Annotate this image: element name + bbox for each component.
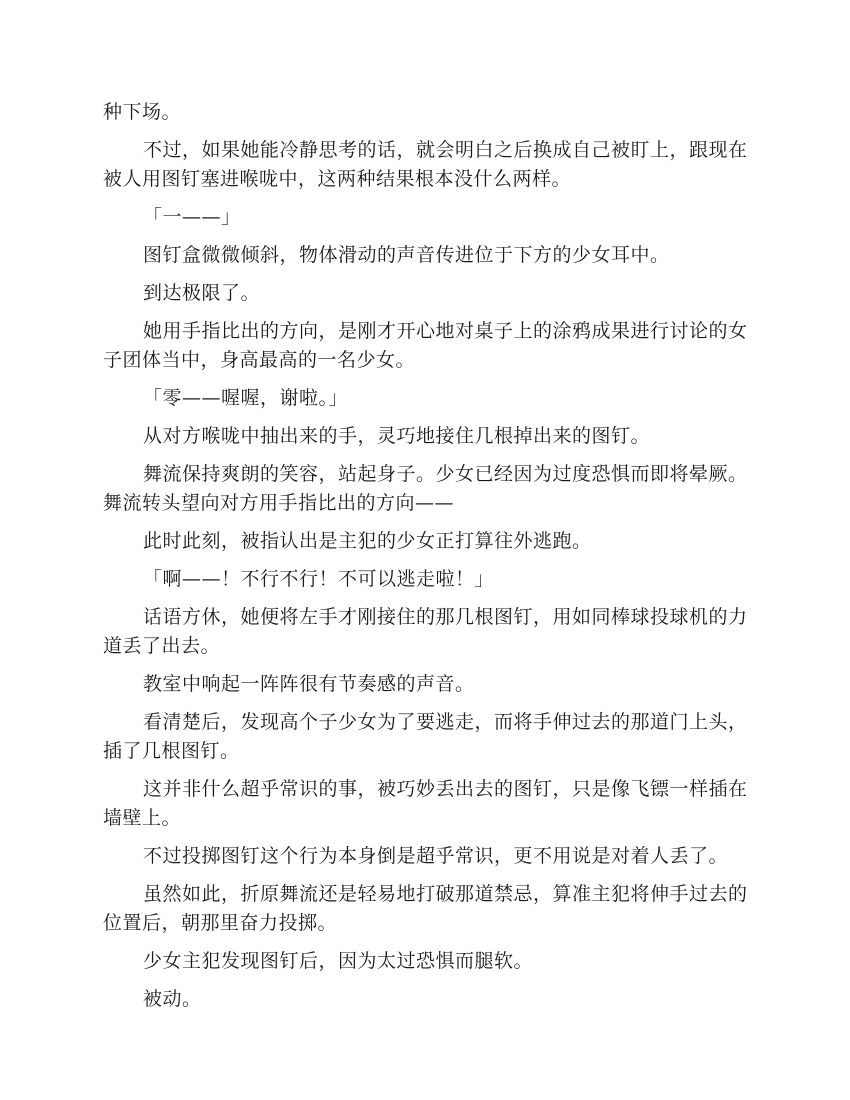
paragraph: 种下场。 bbox=[103, 101, 182, 123]
paragraph: 「零——喔喔，谢啦。」 bbox=[143, 387, 349, 409]
paragraph: 不过投掷图钉这个行为本身倒是超乎常识，更不用说是对着人丢了。 bbox=[143, 845, 729, 867]
paragraph: 教室中响起一阵阵很有节奏感的声音。 bbox=[143, 673, 475, 695]
paragraph: 「啊——！不行不行！不可以逃走啦！」 bbox=[143, 568, 495, 590]
paragraph: 少女主犯发现图钉后，因为太过恐惧而腿软。 bbox=[143, 950, 534, 972]
paragraph: 这并非什么超乎常识的事，被巧妙丢出去的图钉，只是像飞镖一样插在墙壁上。 bbox=[103, 778, 748, 829]
paragraph: 舞流保持爽朗的笑容，站起身子。少女已经因为过度恐惧而即将晕厥。舞流转头望向对方用手指比出的方向—— bbox=[103, 463, 748, 514]
paragraph: 此时此刻，被指认出是主犯的少女正打算往外逃跑。 bbox=[143, 530, 592, 552]
paragraph: 「一——」 bbox=[143, 206, 241, 228]
paragraph: 到达极限了。 bbox=[143, 282, 261, 304]
paragraph: 她用手指比出的方向，是刚才开心地对桌子上的涂鸦成果进行讨论的女子团体当中，身高最高的一名少女。 bbox=[103, 320, 748, 371]
paragraph: 话语方休，她便将左手才刚接住的那几根图钉，用如同棒球投球机的力道丢了出去。 bbox=[103, 606, 748, 657]
paragraph: 看清楚后，发现高个子少女为了要逃走，而将手伸过去的那道门上头，插了几根图钉。 bbox=[103, 711, 748, 762]
paragraph: 图钉盒微微倾斜，物体滑动的声音传进位于下方的少女耳中。 bbox=[143, 244, 670, 266]
paragraph: 被动。 bbox=[143, 988, 202, 1010]
paragraph: 从对方喉咙中抽出来的手，灵巧地接住几根掉出来的图钉。 bbox=[143, 425, 651, 447]
paragraph: 不过，如果她能冷静思考的话，就会明白之后换成自己被盯上，跟现在被人用图钉塞进喉咙中，这两种结果根本没什么两样。 bbox=[103, 139, 748, 190]
paragraph: 虽然如此，折原舞流还是轻易地打破那道禁忌，算准主犯将伸手过去的位置后，朝那里奋力投掷。 bbox=[103, 883, 748, 934]
document-body bbox=[103, 98, 751, 1023]
